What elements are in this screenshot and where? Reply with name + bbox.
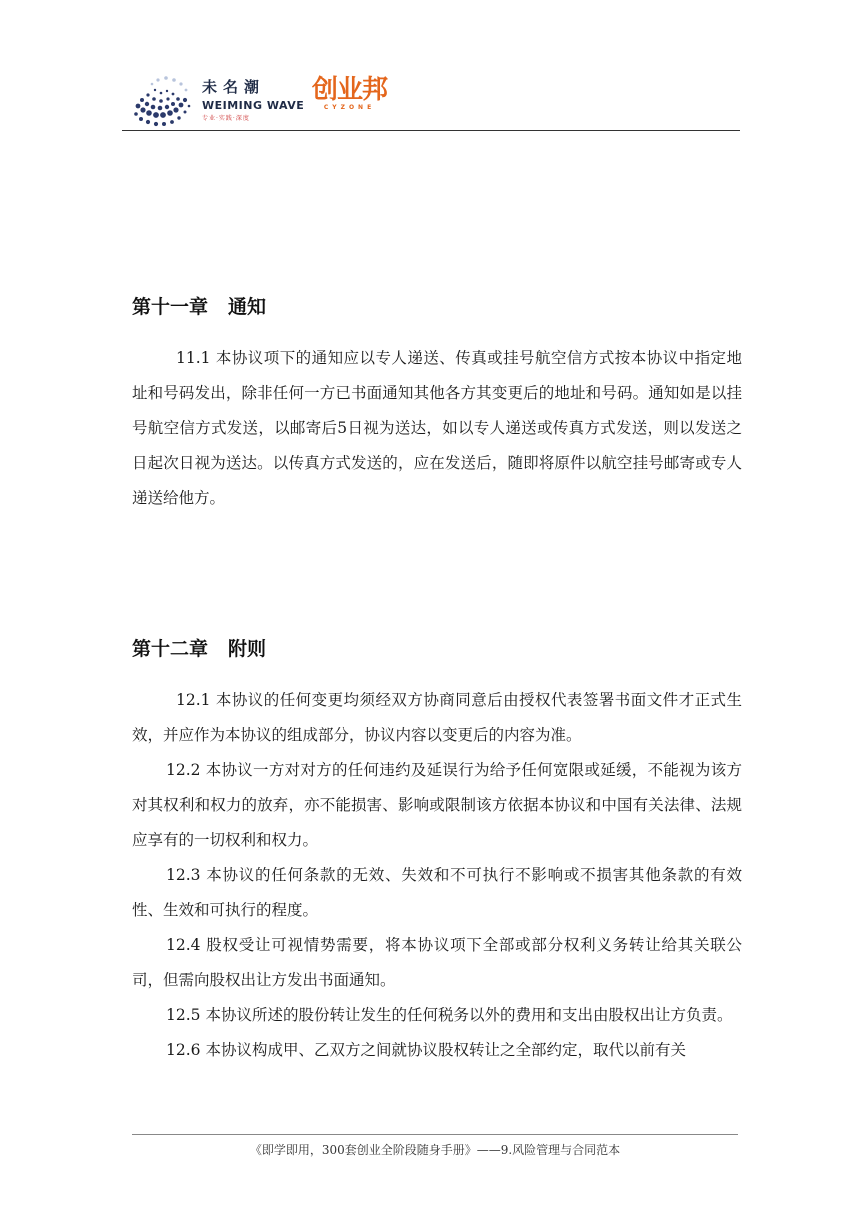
chapter-11-heading <box>132 292 742 319</box>
weiming-tagline: 专业·实践·深度 <box>202 115 250 122</box>
chapter-12-title: 附则 <box>228 638 267 660</box>
chapter-11-section <box>132 292 742 516</box>
chapter-12-number: 第十二章 <box>132 638 209 660</box>
chapter-11-title: 通知 <box>228 296 267 318</box>
chapter-11-number: 第十一章 <box>132 296 209 318</box>
clause-11-1: 11.1 本协议项下的通知应以专人递送、传真或挂号航空信方式按本协议中指定地址和号码发出，除非任何一方已书面通知其他各方其变更后的地址和号码。通知如是以挂号航空信方式发送，以邮寄后5日视为送达，如以专人递送或传真方式发送，则以发送之日起次日视为送达。以传真方式发送的，应在发送后，随即将原件以航空挂号邮寄或专人递送给他方。 <box>132 349 742 507</box>
clause-12-4: 12.4 股权受让可视情势需要，将本协议项下全部或部分权利义务转让给其关联公司，但需向股权出让方发出书面通知。 <box>132 936 742 989</box>
chapter-12-heading <box>132 634 742 661</box>
clause-12-6: 12.6 本协议构成甲、乙双方之间就协议股权转让之全部约定，取代以前有关 <box>166 1041 686 1059</box>
cyzone-logo <box>312 76 387 111</box>
clause-12-5: 12.5 本协议所述的股份转让发生的任何税务以外的费用和支出由股权出让方负责。 <box>166 1006 733 1024</box>
weiming-wave-brand <box>202 76 304 122</box>
weiming-brand-en: WEIMING WAVE <box>202 99 305 112</box>
weiming-wave-logo-icon <box>128 68 200 128</box>
page-footer: 《即学即用，300套创业全阶段随身手册》——9.风险管理与合同范本 <box>249 1143 621 1157</box>
cyzone-brand-cn: 创业邦 <box>312 75 388 105</box>
clause-12-2: 12.2 本协议一方对对方的任何违约及延误行为给予任何宽限或延缓，不能视为该方对其权利和权力的放弃，亦不能损害、影响或限制该方依据本协议和中国有关法律、法规应享有的一切权利和权力。 <box>132 761 742 849</box>
cyzone-brand-en: CYZONE <box>323 104 376 111</box>
footer-divider <box>132 1134 738 1135</box>
page-header <box>122 62 740 132</box>
clause-12-3: 12.3 本协议的任何条款的无效、失效和不可执行不影响或不损害其他条款的有效性、生效和可执行的程度。 <box>132 866 742 919</box>
chapter-12-section <box>132 634 742 1068</box>
header-divider <box>122 130 740 131</box>
clause-12-1: 12.1 本协议的任何变更均须经双方协商同意后由授权代表签署书面文件才正式生效，并应作为本协议的组成部分，协议内容以变更后的内容为准。 <box>132 691 742 744</box>
weiming-brand-cn: 未名潮 <box>202 78 266 96</box>
